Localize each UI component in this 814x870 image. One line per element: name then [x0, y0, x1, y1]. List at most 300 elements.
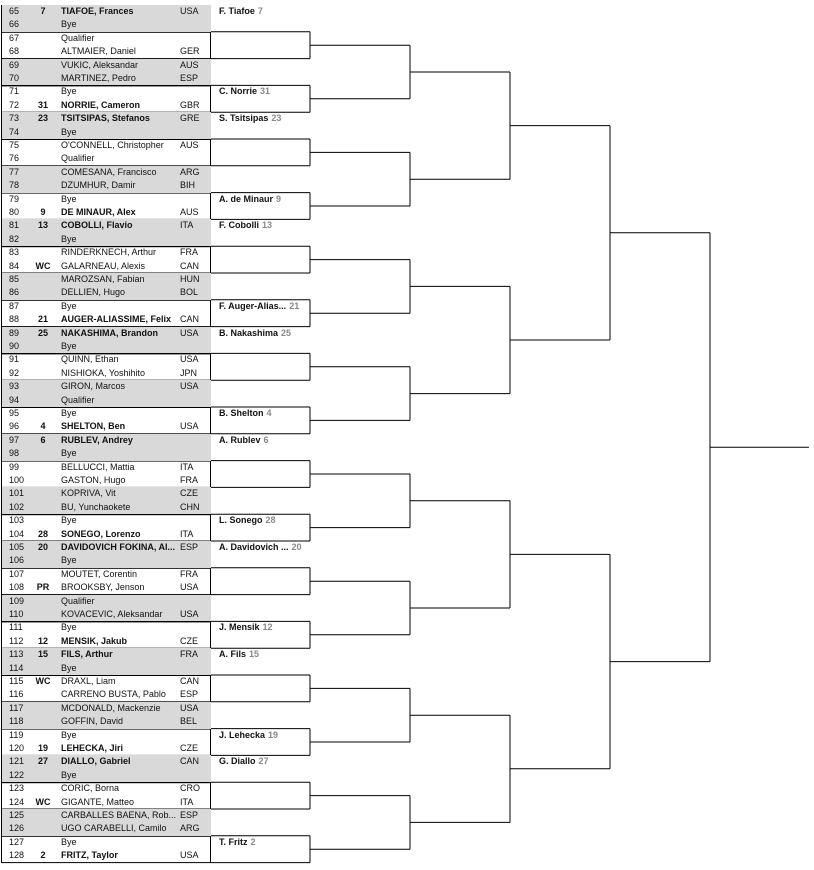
draw-entry-row — [2, 729, 211, 742]
entry-number: 126 — [9, 823, 25, 834]
round-two-winner — [219, 220, 272, 231]
entry-seed-or-status: 23 — [37, 113, 48, 124]
player-name: Qualifier — [61, 595, 95, 606]
entry-number: 85 — [9, 274, 20, 284]
player-name: KOVACEVIC, Aleksandar — [61, 609, 163, 619]
entry-number: 71 — [9, 86, 20, 97]
draw-entry-row — [2, 501, 211, 514]
winner-name: F. Cobolli — [219, 220, 259, 231]
round-two-winner — [219, 756, 269, 767]
player-name: Qualifier — [61, 32, 95, 43]
winner-name: F. Auger-Alias... — [219, 300, 287, 311]
draw-entry-row — [2, 541, 211, 554]
player-name: GOFFIN, David — [61, 716, 124, 727]
player-nationality: ESP — [180, 73, 199, 83]
player-name: Bye — [61, 555, 77, 566]
entry-number: 94 — [9, 394, 20, 405]
draw-entry-row — [2, 688, 211, 701]
winner-name: J. Mensik — [219, 622, 260, 633]
draw-entry-row — [2, 755, 211, 768]
winner-name: J. Lehecka — [219, 729, 266, 740]
player-name: LEHECKA, Jiri — [61, 743, 124, 753]
player-name: SONEGO, Lorenzo — [61, 528, 141, 539]
draw-entry-row — [2, 407, 211, 420]
draw-entry-row — [2, 300, 211, 313]
player-name: Bye — [61, 622, 77, 633]
player-name: MARTINEZ, Pedro — [61, 73, 136, 83]
player-name: Bye — [61, 515, 77, 526]
entry-number: 123 — [9, 783, 25, 794]
entry-number: 91 — [9, 354, 20, 365]
draw-entry-row — [2, 99, 211, 112]
player-nationality: USA — [180, 327, 199, 338]
player-name: KOPRIVA, Vit — [61, 488, 116, 499]
draw-entry-row — [2, 715, 211, 728]
winner-seed: 28 — [265, 515, 276, 526]
draw-entry-row — [2, 166, 211, 179]
winner-seed: 25 — [281, 327, 292, 338]
winner-seed: 19 — [268, 729, 279, 740]
player-name: Bye — [61, 193, 77, 204]
winner-name: T. Fritz — [219, 836, 248, 847]
draw-entry-row — [2, 487, 211, 500]
player-nationality: GBR — [180, 99, 200, 110]
entry-number: 113 — [9, 649, 24, 660]
player-nationality: CHN — [180, 501, 200, 512]
entry-number: 119 — [9, 729, 24, 740]
draw-entry-row — [2, 340, 211, 353]
player-nationality: USA — [180, 609, 199, 619]
player-nationality: AUS — [180, 59, 199, 70]
entry-number: 68 — [9, 46, 20, 57]
player-nationality: ITA — [180, 220, 194, 231]
player-name: MENSIK, Jakub — [61, 635, 128, 646]
winner-name: A. Rublev — [219, 434, 261, 445]
player-name: GALARNEAU, Alexis — [61, 260, 146, 271]
draw-entry-row — [2, 420, 211, 433]
entry-seed-or-status: 4 — [40, 421, 46, 432]
entry-number: 99 — [9, 461, 20, 472]
player-nationality: ESP — [180, 542, 199, 552]
draw-entry-row — [2, 286, 211, 299]
entry-number: 109 — [9, 595, 25, 606]
player-nationality: AUS — [180, 207, 199, 217]
winner-seed: 4 — [266, 408, 272, 418]
entry-number: 75 — [9, 140, 20, 150]
draw-entry-row — [2, 782, 211, 795]
player-name: Bye — [61, 408, 77, 418]
entry-seed-or-status: 2 — [40, 850, 46, 861]
round-two-winner — [219, 622, 273, 633]
winner-seed: 15 — [249, 649, 260, 660]
winner-name: A. Davidovich ... — [219, 542, 289, 552]
player-name: Bye — [61, 448, 77, 459]
player-name: Bye — [61, 19, 77, 30]
entry-seed-or-status: 31 — [37, 99, 48, 110]
entry-number: 100 — [9, 475, 25, 485]
entry-number: 89 — [9, 327, 20, 338]
winner-name: F. Tiafoe — [219, 6, 255, 16]
entry-seed-or-status: 6 — [40, 434, 46, 445]
player-nationality: JPN — [180, 367, 198, 378]
player-nationality: FRA — [180, 649, 198, 660]
round-two-winner — [219, 408, 272, 419]
winner-name: G. Diallo — [219, 756, 256, 767]
entry-seed-or-status: 19 — [37, 743, 48, 753]
player-name: Qualifier — [61, 394, 95, 405]
player-name: Bye — [61, 341, 77, 351]
player-name: Bye — [61, 86, 77, 97]
entry-number: 74 — [9, 126, 20, 137]
entry-number: 106 — [9, 555, 25, 566]
player-nationality: ITA — [180, 796, 194, 807]
entry-number: 103 — [9, 515, 25, 526]
player-name: DZUMHUR, Damir — [61, 180, 136, 191]
draw-entry-row — [2, 581, 211, 594]
draw-entry-row — [2, 5, 211, 18]
draw-entry-row — [2, 514, 211, 527]
player-nationality: CRO — [180, 783, 200, 794]
entry-number: 117 — [9, 702, 24, 713]
entry-number: 98 — [9, 448, 20, 459]
player-name: VUKIC, Aleksandar — [61, 59, 139, 70]
winner-name: L. Sonego — [219, 515, 263, 526]
entry-number: 97 — [9, 434, 20, 445]
winner-name: B. Shelton — [219, 408, 264, 418]
round-two-winner — [219, 86, 270, 97]
entry-seed-or-status: 7 — [40, 6, 46, 16]
draw-entry-row — [2, 742, 211, 755]
draw-entry-row — [2, 112, 211, 125]
draw-entry-row — [2, 273, 211, 286]
draw-entry-row — [2, 702, 211, 715]
draw-entry-row — [2, 635, 211, 648]
round-two-winner — [219, 6, 263, 17]
entry-seed-or-status: 12 — [37, 635, 48, 646]
draw-entry-row — [2, 461, 211, 474]
entry-seed-or-status: 25 — [37, 327, 48, 338]
entry-number: 79 — [9, 193, 20, 204]
player-name: RUBLEV, Andrey — [61, 434, 133, 445]
entry-number: 104 — [9, 528, 25, 539]
entry-number: 102 — [9, 501, 25, 512]
entry-number: 110 — [9, 609, 24, 619]
player-name: NORRIE, Cameron — [61, 99, 141, 110]
draw-entry-row — [2, 595, 211, 608]
draw-entry-row — [2, 796, 211, 809]
player-name: CORIC, Borna — [61, 783, 120, 794]
entry-number: 88 — [9, 314, 20, 325]
player-nationality: USA — [180, 354, 199, 365]
player-nationality: CZE — [180, 635, 198, 646]
draw-entry-row — [2, 434, 211, 447]
draw-entry-row — [2, 193, 211, 206]
entry-number: 118 — [9, 716, 24, 727]
entry-number: 70 — [9, 73, 20, 83]
player-nationality: FRA — [180, 247, 198, 258]
player-name: TSITSIPAS, Stefanos — [61, 113, 150, 124]
draw-entry-row — [2, 380, 211, 393]
winner-seed: 23 — [271, 113, 282, 124]
draw-entry-row — [2, 809, 211, 822]
player-nationality: USA — [180, 702, 199, 713]
entry-seed-or-status: 28 — [37, 528, 48, 539]
entry-seed-or-status: 13 — [37, 220, 48, 231]
winner-seed: 21 — [289, 300, 300, 311]
draw-entry-row — [2, 219, 211, 232]
winner-seed: 20 — [291, 542, 302, 552]
entry-number: 93 — [9, 381, 20, 392]
player-name: Bye — [61, 729, 77, 740]
player-name: ALTMAIER, Daniel — [61, 46, 136, 57]
entry-number: 124 — [9, 796, 25, 807]
player-name: CARBALLES BAENA, Rob... — [61, 810, 177, 820]
entry-number: 72 — [9, 99, 20, 110]
player-name: Qualifier — [61, 153, 95, 164]
entry-number: 92 — [9, 367, 20, 378]
player-nationality: BOL — [180, 287, 199, 298]
player-name: GIGANTE, Matteo — [61, 796, 135, 807]
entry-seed-or-status: 15 — [37, 649, 48, 660]
entry-number: 115 — [9, 676, 24, 686]
player-name: Bye — [61, 836, 77, 847]
player-nationality: ARG — [180, 823, 200, 834]
draw-entry-row — [2, 85, 211, 98]
round-two-winner — [219, 113, 281, 124]
entry-number: 125 — [9, 810, 25, 820]
player-nationality: USA — [180, 421, 199, 432]
player-name: GIRON, Marcos — [61, 381, 126, 392]
draw-entry-row — [2, 554, 211, 567]
draw-entry-row — [2, 836, 211, 849]
entry-number: 65 — [9, 6, 20, 16]
player-nationality: CZE — [180, 743, 198, 753]
player-nationality: BEL — [180, 716, 198, 727]
winner-seed: 6 — [263, 434, 269, 445]
round-two-winner — [219, 194, 281, 205]
winner-name: C. Norrie — [219, 86, 258, 97]
player-name: FRITZ, Taylor — [61, 850, 118, 861]
draw-entry-row — [2, 206, 211, 219]
draw-entry-row — [2, 353, 211, 366]
player-nationality: USA — [180, 582, 199, 593]
player-name: DAVIDOVICH FOKINA, Al... — [61, 542, 176, 552]
entry-number: 86 — [9, 287, 20, 298]
draw-entry-row — [2, 313, 211, 326]
entry-number: 80 — [9, 207, 20, 217]
entry-number: 83 — [9, 247, 20, 258]
entry-seed-or-status: 20 — [37, 542, 48, 552]
entry-number: 82 — [9, 233, 20, 244]
entry-number: 122 — [9, 769, 25, 780]
winner-seed: 31 — [260, 86, 271, 97]
winner-seed: 2 — [250, 836, 256, 847]
draw-entry-row — [2, 822, 211, 835]
entry-number: 67 — [9, 32, 20, 43]
player-name: BROOKSBY, Jenson — [61, 582, 145, 593]
draw-entry-row — [2, 675, 211, 688]
winner-name: S. Tsitsipas — [219, 113, 269, 124]
player-nationality: GRE — [180, 113, 200, 124]
draw-entry-row — [2, 447, 211, 460]
player-name: Bye — [61, 769, 77, 780]
winner-seed: 7 — [257, 6, 263, 16]
player-name: NAKASHIMA, Brandon — [61, 327, 158, 338]
draw-entry-row — [2, 126, 211, 139]
entry-number: 128 — [9, 850, 25, 861]
round-two-winner — [219, 301, 299, 312]
player-name: COBOLLI, Flavio — [61, 220, 133, 231]
entry-seed-or-status: 9 — [40, 207, 46, 217]
draw-entry-row — [2, 246, 211, 259]
player-name: NISHIOKA, Yoshihito — [61, 367, 146, 378]
winner-name: A. de Minaur — [219, 193, 274, 204]
entry-seed-or-status: 27 — [37, 756, 48, 767]
player-nationality: FRA — [180, 568, 198, 579]
entry-number: 105 — [9, 542, 25, 552]
draw-entry-row — [2, 260, 211, 273]
entry-number: 76 — [9, 153, 20, 164]
player-name: DE MINAUR, Alex — [61, 207, 136, 217]
entry-number: 114 — [9, 662, 24, 673]
entry-number: 112 — [9, 635, 24, 646]
draw-entry-row — [2, 769, 211, 782]
draw-entry-row — [2, 849, 211, 862]
entry-number: 84 — [9, 260, 20, 271]
draw-entry-row — [2, 179, 211, 192]
entry-number: 120 — [9, 743, 25, 753]
player-nationality: ESP — [180, 689, 199, 700]
player-nationality: AUS — [180, 140, 199, 150]
draw-entry-row — [2, 45, 211, 58]
round-two-winner — [219, 435, 269, 446]
entry-number: 90 — [9, 341, 20, 351]
draw-entry-row — [2, 621, 211, 634]
player-name: Bye — [61, 126, 77, 137]
winner-seed: 9 — [276, 193, 282, 204]
player-nationality: ITA — [180, 461, 194, 472]
entry-number: 127 — [9, 836, 25, 847]
entry-number: 87 — [9, 300, 20, 311]
draw-entry-row — [2, 32, 211, 45]
winner-seed: 13 — [262, 220, 273, 231]
draw-entry-row — [2, 327, 211, 340]
draw-entry-row — [2, 648, 211, 661]
draw-entry-row — [2, 72, 211, 85]
draw-entry-row — [2, 662, 211, 675]
player-name: CARRENO BUSTA, Pablo — [61, 689, 166, 700]
player-name: GASTON, Hugo — [61, 475, 126, 485]
entry-seed-or-status: WC — [35, 796, 51, 807]
player-nationality: CAN — [180, 314, 200, 325]
entry-seed-or-status: WC — [35, 260, 51, 271]
draw-entry-row — [2, 608, 211, 621]
player-name: DELLIEN, Hugo — [61, 287, 126, 298]
player-name: TIAFOE, Frances — [61, 6, 134, 16]
player-name: FILS, Arthur — [61, 649, 113, 660]
player-nationality: BIH — [180, 180, 196, 191]
draw-entry-row — [2, 528, 211, 541]
player-name: COMESANA, Francisco — [61, 166, 157, 177]
entry-number: 121 — [9, 756, 25, 767]
player-name: Bye — [61, 662, 77, 673]
entry-number: 77 — [9, 166, 20, 177]
entry-number: 101 — [9, 488, 25, 499]
draw-entry-row — [2, 18, 211, 31]
player-nationality: ITA — [180, 528, 194, 539]
entry-number: 95 — [9, 408, 20, 418]
entry-number: 78 — [9, 180, 20, 191]
winner-seed: 27 — [258, 756, 269, 767]
player-nationality: CAN — [180, 676, 200, 686]
draw-entry-row — [2, 233, 211, 246]
entry-number: 81 — [9, 220, 20, 231]
draw-entry-row — [2, 474, 211, 487]
player-name: DIALLO, Gabriel — [61, 756, 131, 767]
round-two-winner — [219, 649, 259, 660]
player-name: SHELTON, Ben — [61, 421, 126, 432]
entry-number: 69 — [9, 59, 20, 70]
draw-entry-row — [2, 568, 211, 581]
player-nationality: CZE — [180, 488, 198, 499]
player-name: BU, Yunchaokete — [61, 501, 131, 512]
entry-number: 96 — [9, 421, 20, 432]
player-name: UGO CARABELLI, Camilo — [61, 823, 167, 834]
player-nationality: USA — [180, 850, 199, 861]
player-nationality: FRA — [180, 475, 198, 485]
round-two-winner — [219, 837, 256, 848]
player-name: QUINN, Ethan — [61, 354, 119, 365]
draw-entry-row — [2, 394, 211, 407]
player-name: MAROZSAN, Fabian — [61, 274, 145, 284]
round-two-winner — [219, 730, 278, 741]
player-nationality: ESP — [180, 810, 199, 820]
draw-entry-row — [2, 59, 211, 72]
entry-seed-or-status: 21 — [37, 314, 48, 325]
draw-entry-row — [2, 367, 211, 380]
player-name: RINDERKNECH, Arthur — [61, 247, 157, 258]
player-name: MCDONALD, Mackenzie — [61, 702, 161, 713]
entry-seed-or-status: PR — [36, 582, 50, 593]
entry-number: 116 — [9, 689, 24, 700]
draw-entry-row — [2, 152, 211, 165]
player-name: AUGER-ALIASSIME, Felix — [61, 314, 172, 325]
entry-number: 107 — [9, 568, 25, 579]
player-nationality: HUN — [180, 274, 200, 284]
player-nationality: GER — [180, 46, 200, 57]
player-name: BELLUCCI, Mattia — [61, 461, 135, 472]
winner-seed: 12 — [262, 622, 273, 633]
entry-number: 111 — [9, 622, 23, 633]
player-name: MOUTET, Corentin — [61, 568, 138, 579]
round-two-winner — [219, 515, 276, 526]
entry-number: 66 — [9, 19, 20, 30]
player-nationality: USA — [180, 381, 199, 392]
player-nationality: USA — [180, 6, 199, 16]
player-nationality: CAN — [180, 756, 200, 767]
player-nationality: ARG — [180, 166, 200, 177]
player-name: Bye — [61, 233, 77, 244]
player-name: DRAXL, Liam — [61, 676, 116, 686]
round-two-winner — [219, 328, 291, 339]
entry-number: 108 — [9, 582, 25, 593]
round-two-winner — [219, 542, 302, 553]
draw-entry-row — [2, 139, 211, 152]
player-nationality: CAN — [180, 260, 200, 271]
winner-name: B. Nakashima — [219, 327, 279, 338]
winner-name: A. Fils — [219, 649, 247, 660]
player-name: O'CONNELL, Christopher — [61, 140, 164, 150]
